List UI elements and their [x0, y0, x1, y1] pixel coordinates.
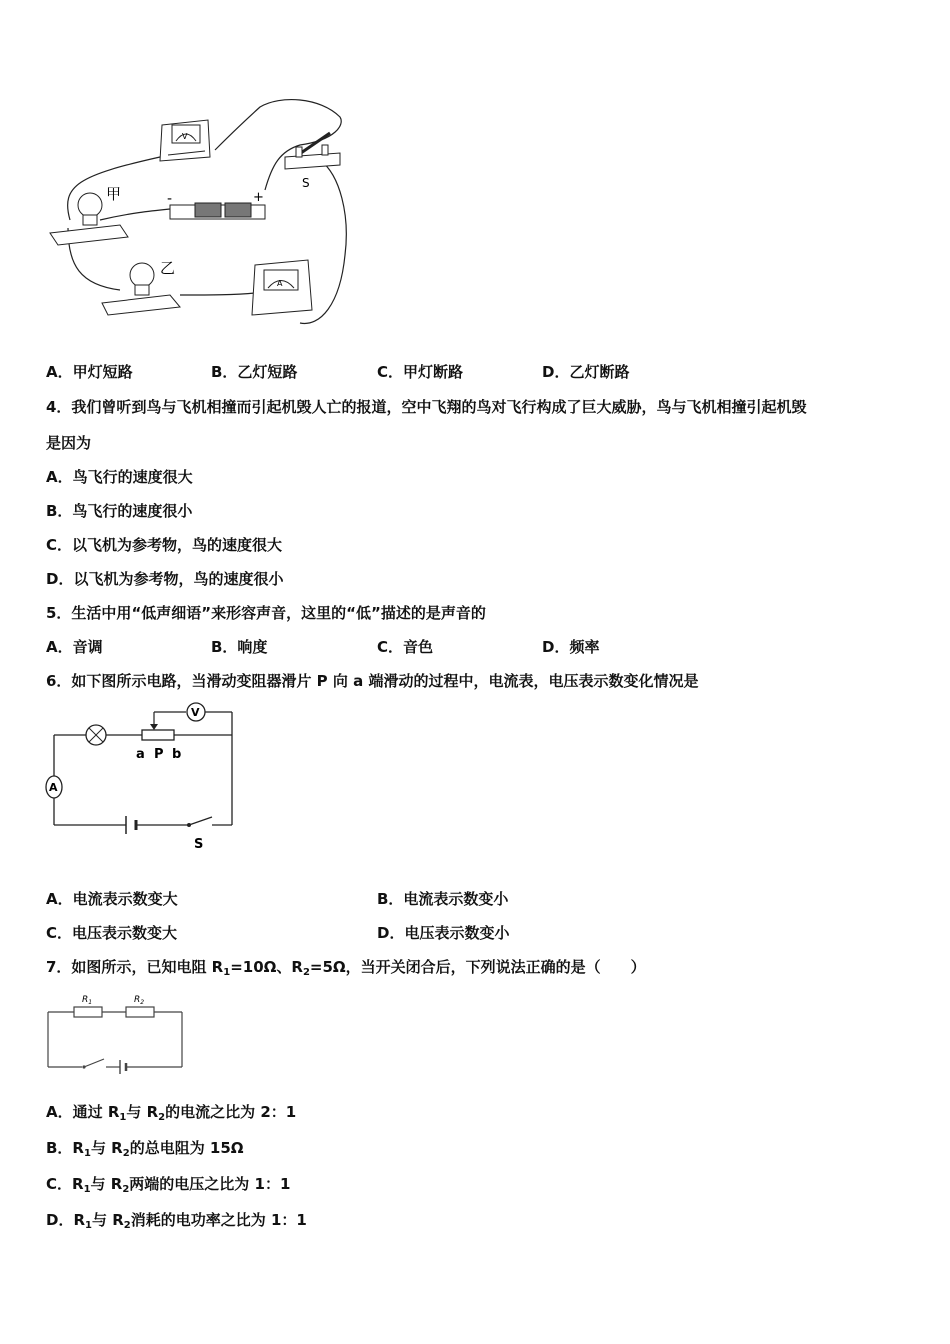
- q6-voltmeter-label: V: [191, 706, 200, 719]
- q7-fig-r2: $R_2$: [134, 995, 145, 1006]
- q6-option-b: B．电流表示数变小: [377, 890, 509, 908]
- voltmeter-label: V: [182, 132, 188, 141]
- q7-fig-r1: $R_1$: [82, 995, 93, 1006]
- q4-stem-line2: 是因为: [46, 434, 92, 452]
- q7-option-a: A．通过 $R_1$与 $R_2$的电流之比为 2：1: [46, 1103, 297, 1123]
- q6-circuit-diagram: [44, 700, 244, 850]
- q6-option-a: A．电流表示数变大: [46, 890, 178, 908]
- q5-option-b: B．响度: [211, 638, 268, 656]
- q7-option-b: B．$R_1$与 $R_2$的总电阻为 15Ω: [46, 1139, 244, 1159]
- q6-switch-label: S: [194, 837, 204, 850]
- q5-option-a: A．音调: [46, 638, 103, 656]
- voltmeter-device: [160, 120, 210, 161]
- q4-stem-line1: 4．我们曾听到鸟与飞机相撞而引起机毁人亡的报道，空中飞翔的鸟对飞行构成了巨大威胁，鸟与飞机相撞引起机毁: [46, 398, 807, 416]
- q3-option-a: A．甲灯短路: [46, 363, 133, 381]
- q6-stem: 6．如下图所示电路，当滑动变阻器滑片 P 向 a 端滑动的过程中，电流表，电压表示数变化情况是: [46, 672, 699, 690]
- q6-option-c: C．电压表示数变大: [46, 924, 178, 942]
- q6-voltmeter: [187, 703, 232, 721]
- q6-lamp: [86, 725, 106, 745]
- q4-option-b: B．鸟飞行的速度很小: [46, 502, 193, 520]
- q6-ammeter-label: A: [49, 781, 58, 794]
- battery-neg: -: [167, 191, 173, 207]
- switch-label: S: [302, 176, 310, 190]
- q6-rheostat: [142, 712, 186, 740]
- q6-label-b: b: [172, 747, 182, 762]
- q5-option-d: D．频率: [542, 638, 600, 656]
- q6-ammeter: [46, 776, 62, 798]
- q7-option-d: D．$R_1$与 $R_2$消耗的电功率之比为 1：1: [46, 1211, 307, 1231]
- q6-label-a: a: [136, 747, 145, 762]
- battery-pos: +: [253, 190, 264, 205]
- battery-device: [167, 190, 265, 219]
- q7-circuit-diagram: [44, 990, 189, 1075]
- lamp-yi: [102, 259, 180, 315]
- q3-option-c: C．甲灯断路: [377, 363, 464, 381]
- q4-option-c: C．以飞机为参考物，鸟的速度很大: [46, 536, 283, 554]
- lamp-jia: [50, 185, 128, 245]
- lamp-jia-label: 甲: [106, 185, 122, 203]
- q7-option-c: C．$R_1$与 $R_2$两端的电压之比为 1：1: [46, 1175, 291, 1195]
- q3-option-b: B．乙灯短路: [211, 363, 298, 381]
- q4-option-d: D．以飞机为参考物，鸟的速度很小: [46, 570, 284, 588]
- ammeter-device: [252, 260, 312, 315]
- circuit-photo-figure: [40, 95, 370, 335]
- switch-device: [285, 133, 340, 190]
- q5-option-c: C．音色: [377, 638, 434, 656]
- lamp-yi-label: 乙: [160, 259, 176, 277]
- q5-stem: 5．生活中用“低声细语”来形容声音，这里的“低”描述的是声音的: [46, 604, 486, 622]
- q6-switch: [187, 817, 212, 850]
- q6-battery: [126, 816, 136, 834]
- q3-option-d: D．乙灯断路: [542, 363, 630, 381]
- q6-label-p: P: [154, 747, 164, 762]
- ammeter-label: A: [277, 279, 283, 288]
- q4-option-a: A．鸟飞行的速度很大: [46, 468, 193, 486]
- q7-stem: 7．如图所示，已知电阻 $R_1=10\Omega$、$R_2=5\Omega$，当开关闭合后，下列说法正确的是（ ）: [46, 958, 646, 978]
- q6-option-d: D．电压表示数变小: [377, 924, 510, 942]
